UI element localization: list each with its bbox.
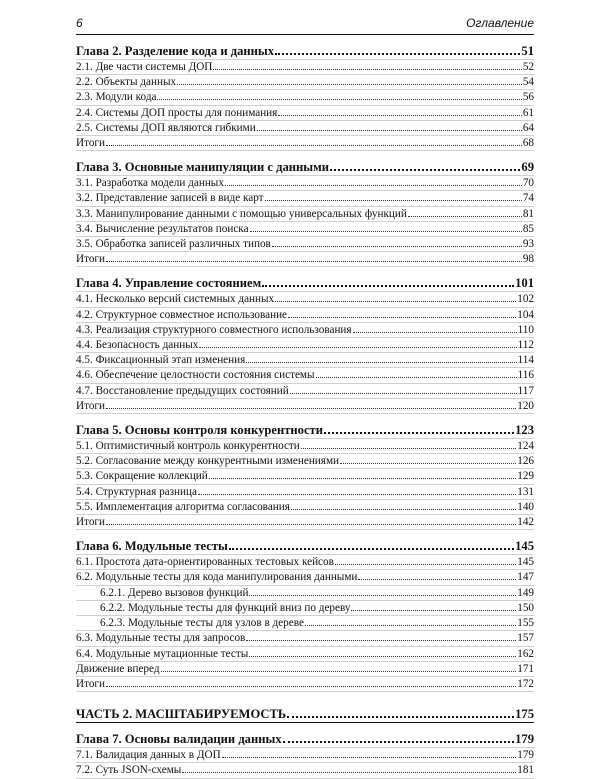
dot-leader: [257, 121, 522, 131]
toc-entry-title: 3.2. Представление записей в виде карт: [76, 192, 264, 205]
toc-section-entry[interactable]: [76, 748, 534, 763]
toc-entry-title: Итоги: [76, 516, 105, 529]
toc-section-entry[interactable]: [76, 763, 534, 778]
toc-section-entry[interactable]: [76, 323, 534, 338]
toc-entry-title: Итоги: [76, 253, 105, 266]
toc-section-entry[interactable]: [76, 207, 534, 222]
page-number: 6: [76, 16, 83, 30]
toc-chapter-entry[interactable]: [76, 538, 534, 555]
dot-leader: [177, 75, 522, 85]
toc-entry-title: 6.2. Модульные тесты для кода манипулирования данными: [76, 571, 358, 584]
toc-entry-title: Глава 3. Основные манипуляции с данными: [76, 160, 329, 175]
dot-leader: [199, 338, 516, 348]
toc-entry-title: 4.4. Безопасность данных: [76, 339, 199, 352]
toc-section-entry[interactable]: [76, 75, 534, 90]
dot-leader: [351, 601, 516, 611]
toc-entry-page: 51: [521, 44, 534, 58]
toc-entry-title: Итоги: [76, 677, 105, 690]
toc-section-entry[interactable]: [76, 485, 534, 500]
toc-entry-title: 3.3. Манипулирование данными с помощью универсальных функций: [76, 207, 407, 220]
toc-section-entry[interactable]: [76, 469, 534, 484]
dot-leader: [265, 191, 522, 201]
toc-entry-title: Глава 7. Основы валидации данных: [76, 732, 282, 747]
toc-section-entry[interactable]: [76, 106, 534, 121]
toc-entry-title: 5.2. Согласование между конкурентными изменениями: [76, 455, 340, 468]
toc-entry-title: 5.4. Структурная разница: [76, 485, 197, 498]
toc-section-entry[interactable]: [76, 60, 534, 75]
toc-section-entry[interactable]: [76, 515, 534, 530]
dot-leader: [358, 570, 516, 580]
dot-leader: [262, 276, 514, 287]
toc-entry-title: 4.6. Обеспечение целостности состояния системы: [76, 369, 315, 382]
toc-entry-page: 149: [517, 586, 534, 599]
toc-entry-page: 140: [517, 500, 534, 513]
dot-leader: [246, 353, 516, 363]
dot-leader: [301, 439, 516, 449]
toc-entry-title: 7.2. Суть JSON-схемы: [76, 764, 182, 777]
toc-entry-title: 5.1. Оптимистичный контроль конкурентности: [76, 440, 300, 453]
dot-leader: [250, 222, 522, 232]
toc-section-entry[interactable]: [76, 338, 534, 353]
toc-entry-page: 85: [522, 222, 534, 235]
toc-entry-page: 56: [522, 91, 534, 104]
toc-entry-page: 172: [517, 677, 534, 690]
dot-leader: [229, 539, 514, 550]
toc-section-entry[interactable]: [76, 454, 534, 469]
toc-entry-page: 145: [517, 556, 534, 569]
toc-subsection-entry[interactable]: [76, 586, 534, 601]
toc-entry-page: 124: [517, 440, 534, 453]
toc-entry-title: 2.3. Модули кода: [76, 91, 157, 104]
dot-leader: [198, 485, 516, 495]
dot-leader: [408, 207, 522, 217]
toc-entry-page: 145: [515, 539, 534, 554]
toc-entry-title: 6.2.2. Модульные тесты для функций вниз по дереву: [100, 601, 351, 614]
dot-leader: [213, 60, 521, 70]
toc-entry-title: 6.4. Модульные мутационные тесты: [76, 647, 249, 660]
toc-entry-page: 147: [517, 571, 534, 584]
dot-leader: [157, 90, 521, 100]
toc-section-entry[interactable]: [76, 439, 534, 454]
toc-section-entry[interactable]: [76, 368, 534, 383]
toc-entry-page: 179: [515, 732, 534, 747]
toc-section-entry[interactable]: [76, 647, 534, 662]
toc-entry-title: 3.4. Вычисление результатов поиска: [76, 222, 249, 235]
toc-subsection-entry[interactable]: [76, 616, 534, 631]
dot-leader: [182, 763, 516, 773]
toc-section-entry[interactable]: [76, 121, 534, 136]
toc-entry-page: 110: [517, 323, 534, 336]
toc-entry-title: Глава 5. Основы контроля конкурентности: [76, 423, 323, 438]
toc-entry-title: 6.1. Простота дата-ориентированных тестовых кейсов: [76, 556, 334, 569]
toc-entry-title: 4.3. Реализация структурного совместного использования: [76, 323, 352, 336]
toc-entry-page: 126: [517, 455, 534, 468]
toc-entry-page: 64: [522, 121, 534, 134]
toc-entry-page: 93: [522, 238, 534, 251]
dot-leader: [106, 252, 522, 262]
toc-section-entry[interactable]: [76, 353, 534, 368]
toc-entry-page: 123: [515, 423, 534, 438]
toc-section-entry[interactable]: [76, 631, 534, 646]
dot-leader: [283, 732, 514, 743]
dot-leader: [290, 384, 517, 394]
toc-entry-title: 2.2. Объекты данных: [76, 76, 177, 89]
toc-entry-page: 171: [517, 662, 534, 675]
toc-entry-page: 98: [522, 253, 534, 266]
toc-section-entry[interactable]: [76, 252, 534, 267]
toc-entry-title: Движение вперед: [76, 662, 160, 675]
toc-entry-title: 2.5. Системы ДОП являются гибкими: [76, 121, 256, 134]
toc-entry-page: 69: [521, 160, 534, 175]
toc-entry-page: 162: [517, 647, 534, 660]
toc-entry-page: 104: [517, 308, 534, 321]
toc-entry-page: 52: [522, 61, 534, 73]
toc-entry-page: 116: [517, 369, 534, 382]
toc-entry-title: 7.1. Валидация данных в ДОП: [76, 749, 221, 762]
toc-entry-title: Глава 4. Управление состоянием: [76, 276, 262, 291]
toc-entry-title: 6.2.3. Модульные тесты для узлов в дереве: [100, 617, 304, 630]
toc-entry-title: Глава 2. Разделение кода и данных: [76, 44, 275, 58]
toc-section-entry[interactable]: [76, 677, 534, 692]
dot-leader: [246, 631, 516, 641]
toc-entry-page: 74: [522, 192, 534, 205]
toc-entry-page: 81: [522, 207, 534, 220]
toc-section-entry[interactable]: [76, 237, 534, 252]
table-of-contents: [76, 43, 534, 779]
toc-chapter-entry[interactable]: [76, 422, 534, 439]
dot-leader: [291, 500, 516, 510]
toc-entry-title: 6.2.1. Дерево вызовов функций: [100, 586, 249, 599]
dot-leader: [272, 237, 522, 247]
toc-entry-page: 155: [517, 617, 534, 630]
toc-section-entry[interactable]: [76, 662, 534, 677]
dot-leader: [275, 44, 520, 55]
toc-chapter-entry[interactable]: [76, 275, 534, 292]
toc-entry-title: 5.3. Сокращение коллекций: [76, 470, 208, 483]
toc-entry-page: 102: [517, 293, 534, 306]
toc-entry-page: 114: [517, 354, 534, 367]
dot-leader: [278, 106, 522, 116]
toc-entry-page: 112: [517, 339, 534, 352]
toc-entry-page: 131: [517, 485, 534, 498]
toc-section-entry[interactable]: [76, 176, 534, 191]
toc-entry-title: 4.1. Несколько версий системных данных: [76, 293, 275, 306]
toc-entry-title: 4.5. Фиксационный этап изменения: [76, 354, 246, 367]
toc-section-entry[interactable]: [76, 570, 534, 585]
toc-entry-page: 175: [515, 707, 534, 722]
toc-section-entry[interactable]: [76, 191, 534, 206]
toc-entry-page: 70: [522, 177, 534, 190]
dot-leader: [316, 368, 517, 378]
dot-leader: [305, 616, 516, 626]
toc-entry-title: Глава 6. Модульные тесты: [76, 539, 228, 554]
toc-section-entry[interactable]: [76, 399, 534, 414]
section-title: Оглавление: [466, 16, 534, 30]
dot-leader: [225, 176, 522, 186]
dot-leader: [249, 586, 516, 596]
toc-entry-page: 117: [517, 384, 534, 397]
toc-chapter-entry[interactable]: [76, 159, 534, 176]
toc-entry-title: 5.5. Имплементация алгоритма согласования: [76, 500, 290, 513]
toc-entry-title: Итоги: [76, 399, 105, 412]
dot-leader: [106, 136, 522, 146]
dot-leader: [287, 707, 514, 718]
toc-section-entry[interactable]: [76, 136, 534, 151]
toc-entry-page: 61: [522, 106, 534, 119]
dot-leader: [275, 292, 516, 302]
dot-leader: [335, 555, 516, 565]
toc-entry-title: 2.1. Две части системы ДОП: [76, 61, 213, 73]
toc-chapter-entry[interactable]: [76, 731, 534, 748]
dot-leader: [330, 160, 520, 171]
toc-entry-title: 4.2. Структурное совместное использование: [76, 308, 288, 321]
toc-entry-page: 68: [522, 137, 534, 150]
toc-section-entry[interactable]: [76, 222, 534, 237]
toc-section-entry[interactable]: [76, 384, 534, 399]
dot-leader: [106, 677, 516, 687]
toc-entry-page: 101: [515, 276, 534, 291]
dot-leader: [209, 469, 516, 479]
toc-section-entry[interactable]: [76, 555, 534, 570]
toc-entry-title: 3.5. Обработка записей различных типов: [76, 238, 271, 251]
dot-leader: [353, 323, 517, 333]
toc-section-entry[interactable]: [76, 500, 534, 515]
toc-part-entry[interactable]: [76, 706, 534, 723]
toc-entry-title: 6.3. Модульные тесты для запросов: [76, 632, 246, 645]
toc-entry-page: 157: [517, 632, 534, 645]
toc-subsection-entry[interactable]: [76, 601, 534, 616]
toc-entry-page: 181: [517, 764, 534, 777]
toc-section-entry[interactable]: [76, 292, 534, 307]
toc-entry-page: 129: [517, 470, 534, 483]
running-header: [76, 16, 534, 35]
dot-leader: [106, 399, 516, 409]
dot-leader: [340, 454, 516, 464]
toc-entry-title: Итоги: [76, 137, 105, 150]
toc-entry-title: ЧАСТЬ 2. МАСШТАБИРУЕМОСТЬ: [76, 707, 287, 722]
dot-leader: [249, 647, 516, 657]
toc-entry-page: 142: [517, 516, 534, 529]
toc-entry-title: 4.7. Восстановление предыдущих состояний: [76, 384, 289, 397]
toc-chapter-entry[interactable]: [76, 43, 534, 60]
toc-entry-title: 2.4. Системы ДОП просты для понимания: [76, 106, 278, 119]
dot-leader: [288, 308, 516, 318]
dot-leader: [106, 515, 516, 525]
toc-entry-page: 54: [522, 76, 534, 89]
toc-entry-page: 150: [517, 601, 534, 614]
dot-leader: [161, 662, 517, 672]
toc-entry-page: 179: [517, 749, 534, 762]
dot-leader: [324, 423, 514, 434]
toc-entry-title: 3.1. Разработка модели данных: [76, 177, 224, 190]
toc-section-entry[interactable]: [76, 90, 534, 105]
toc-entry-page: 120: [517, 399, 534, 412]
toc-section-entry[interactable]: [76, 308, 534, 323]
